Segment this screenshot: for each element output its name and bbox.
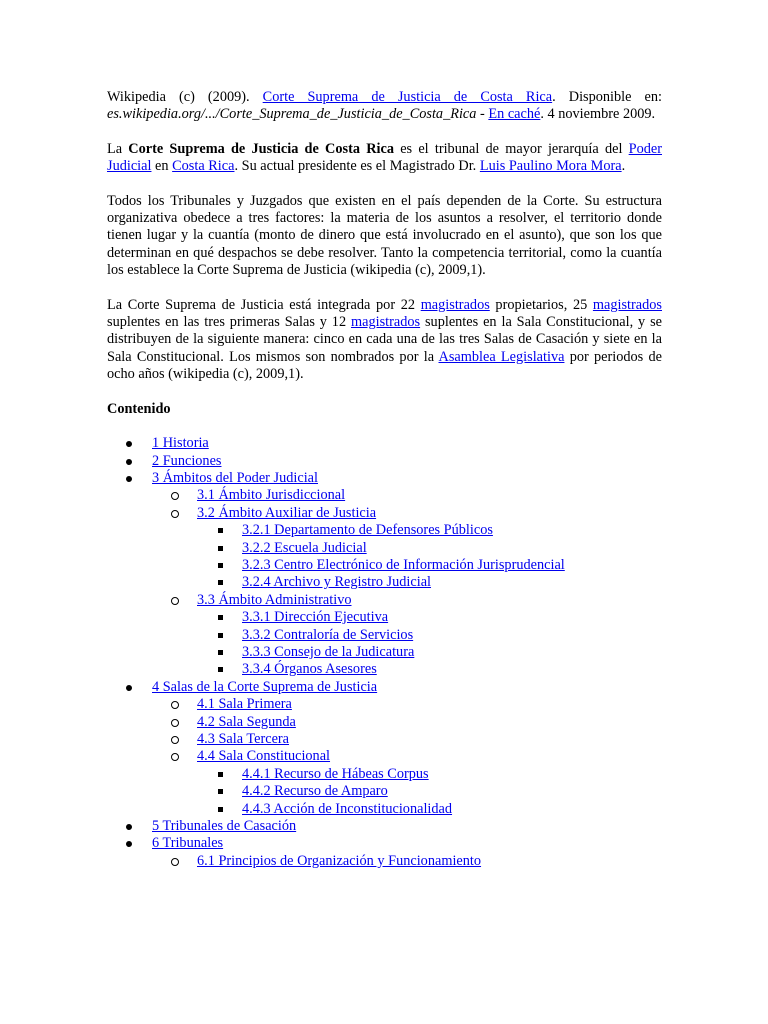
asamblea-legislativa-link[interactable]: Asamblea Legislativa <box>438 348 565 365</box>
bullet-circle-icon <box>171 510 179 518</box>
toc-sublist <box>152 853 662 870</box>
text-run: suplentes en la Sala Constitucional, y se distribuyen de la siguiente manera: cinco en cada una de las tres Salas de Casación y siete en la Sala Constitucional. Los mismos son nombrados por la <box>107 314 662 365</box>
text-run: La Corte Suprema de Justicia está integrada por 22 <box>107 296 421 313</box>
magistrados-link[interactable]: magistrados <box>592 296 662 313</box>
president-link[interactable]: Luis Paulino Mora Mora <box>479 158 622 175</box>
toc-link[interactable]: 4.4.3 Acción de Inconstitucionalidad <box>242 800 453 817</box>
toc-item <box>107 453 662 470</box>
bullet-dot-icon <box>126 685 132 691</box>
toc-link[interactable]: 3.3.1 Dirección Ejecutiva <box>242 609 389 626</box>
contents-heading: Contenido <box>107 400 171 417</box>
text-run: por periodos de ocho años (wikipedia (c), 2009,1). <box>107 348 662 383</box>
toc-item <box>152 696 662 713</box>
toc-link[interactable]: 3.3.3 Consejo de la Judicatura <box>242 643 415 660</box>
toc-item <box>107 679 662 818</box>
bullet-square-icon <box>218 580 223 585</box>
bullet-dot-icon <box>126 824 132 830</box>
bullet-dot-icon <box>126 459 132 465</box>
toc-link[interactable]: 3.3.2 Contraloría de Servicios <box>242 626 414 643</box>
bullet-circle-icon <box>171 701 179 709</box>
toc-link[interactable]: 1 Historia <box>152 435 209 452</box>
toc-item <box>152 487 662 504</box>
toc-item <box>107 835 662 870</box>
toc-link[interactable]: 3.3 Ámbito Administrativo <box>197 591 352 608</box>
bullet-circle-icon <box>171 597 179 605</box>
cache-link[interactable]: En caché <box>488 106 541 123</box>
toc-item <box>197 801 662 818</box>
toc-link[interactable]: 4.4.2 Recurso de Amparo <box>242 783 388 800</box>
text-run: propietarios, 25 <box>489 296 593 313</box>
toc-item <box>107 818 662 835</box>
toc-sublist <box>197 609 662 679</box>
toc-item <box>197 609 662 626</box>
magistrados-link[interactable]: magistrados <box>420 296 490 313</box>
toc-sublist <box>152 696 662 818</box>
bullet-square-icon <box>218 563 223 568</box>
toc-item <box>152 853 662 870</box>
toc-item <box>152 731 662 748</box>
bullet-circle-icon <box>171 719 179 727</box>
toc-item <box>197 574 662 591</box>
toc-link[interactable]: 3 Ámbitos del Poder Judicial <box>152 469 318 486</box>
magistrados-link[interactable]: magistrados <box>351 314 421 331</box>
text-run: en <box>151 158 173 175</box>
bullet-dot-icon <box>126 841 132 847</box>
toc-item <box>197 627 662 644</box>
bullet-dot-icon <box>126 441 132 447</box>
toc-item <box>197 644 662 661</box>
table-of-contents <box>107 435 662 870</box>
toc-item <box>197 522 662 539</box>
toc-link[interactable]: 4.2 Sala Segunda <box>197 713 296 730</box>
toc-item <box>152 748 662 818</box>
toc-sublist <box>197 766 662 818</box>
toc-item <box>197 540 662 557</box>
toc-item <box>152 592 662 679</box>
toc-link[interactable]: 4.4 Sala Constitucional <box>197 748 331 765</box>
toc-link[interactable]: 6 Tribunales <box>152 835 224 852</box>
toc-link[interactable]: 3.2.4 Archivo y Registro Judicial <box>242 574 432 591</box>
text-run: La <box>107 140 129 157</box>
bullet-circle-icon <box>171 736 179 744</box>
toc-sublist <box>197 522 662 592</box>
citation-title-link[interactable]: Corte Suprema de Justicia de Costa Rica <box>262 89 553 105</box>
toc-item <box>107 435 662 452</box>
composition-paragraph <box>107 297 662 384</box>
toc-link[interactable]: 4.1 Sala Primera <box>197 696 292 713</box>
text-run: es el tribunal de mayor jerarquía del <box>394 140 629 157</box>
toc-item <box>152 714 662 731</box>
toc-link[interactable]: 4 Salas de la Corte Suprema de Justicia <box>152 678 378 695</box>
bullet-square-icon <box>218 546 223 551</box>
bullet-dot-icon <box>126 476 132 482</box>
toc-item <box>197 766 662 783</box>
bullet-square-icon <box>218 667 223 672</box>
citation-mid: . Disponible en: <box>552 89 662 105</box>
text-run: . <box>621 158 626 175</box>
citation-prefix: Wikipedia (c) (2009). <box>107 89 263 105</box>
bullet-square-icon <box>218 650 223 655</box>
toc-link[interactable]: 3.2.3 Centro Electrónico de Información Jurisprudencial <box>242 556 565 573</box>
text-run: . Su actual presidente es el Magistrado Dr. <box>234 158 480 175</box>
bullet-circle-icon <box>171 753 179 761</box>
structure-paragraph: Todos los Tribunales y Juzgados que existen en el país dependen de la Corte. Su estructura organizativa obedece a tres factores: la materia de los asuntos a resolver, el territorio donde tienen lugar y la cuantía (monto de dinero que está involucrado en el asunto), que son los que determinan en qué despachos se debe resolver. Tanto la competencia territorial, como la cuantía los establece la Corte Suprema de Justicia (wikipedia (c), 2009,1). <box>107 192 662 279</box>
toc-link[interactable]: 3.3.4 Órganos Asesores <box>242 661 377 678</box>
bullet-circle-icon <box>171 858 179 866</box>
poder-judicial-link[interactable]: Poder Judicial <box>107 140 662 175</box>
toc-link[interactable]: 5 Tribunales de Casación <box>152 818 297 835</box>
toc-link[interactable]: 3.1 Ámbito Jurisdiccional <box>197 487 346 504</box>
toc-item <box>107 470 662 679</box>
bullet-square-icon <box>218 633 223 638</box>
toc-sublist <box>152 487 662 678</box>
bullet-square-icon <box>218 615 223 620</box>
toc-item <box>197 557 662 574</box>
citation-suffix: . 4 noviembre 2009. <box>540 106 656 123</box>
bullet-square-icon <box>218 807 223 812</box>
bullet-square-icon <box>218 772 223 777</box>
bullet-circle-icon <box>171 492 179 500</box>
text-run: suplentes en las tres primeras Salas y 12 <box>107 314 351 331</box>
toc-link[interactable]: 2 Funciones <box>152 452 222 469</box>
bullet-square-icon <box>218 528 223 533</box>
bullet-square-icon <box>218 789 223 794</box>
citation-url: es.wikipedia.org/.../Corte_Suprema_de_Justicia_de_Costa_Rica <box>107 106 477 123</box>
document-page <box>107 89 662 870</box>
toc-item <box>197 783 662 800</box>
toc-item <box>197 661 662 678</box>
toc-item <box>152 505 662 592</box>
toc-link[interactable]: 6.1 Principios de Organización y Funcionamiento <box>197 852 482 869</box>
citation <box>107 89 662 124</box>
toc-link[interactable]: 3.2.2 Escuela Judicial <box>242 539 367 556</box>
intro-paragraph <box>107 141 662 176</box>
toc-link[interactable]: 3.2.1 Departamento de Defensores Públicos <box>242 522 493 539</box>
toc-link[interactable]: 4.4.1 Recurso de Hábeas Corpus <box>242 765 429 782</box>
citation-dash: - <box>476 106 489 123</box>
bold-term: Corte Suprema de Justicia de Costa Rica <box>128 140 394 157</box>
toc-link[interactable]: 3.2 Ámbito Auxiliar de Justicia <box>197 504 377 521</box>
costa-rica-link[interactable]: Costa Rica <box>172 158 235 175</box>
toc-link[interactable]: 4.3 Sala Tercera <box>197 731 290 747</box>
